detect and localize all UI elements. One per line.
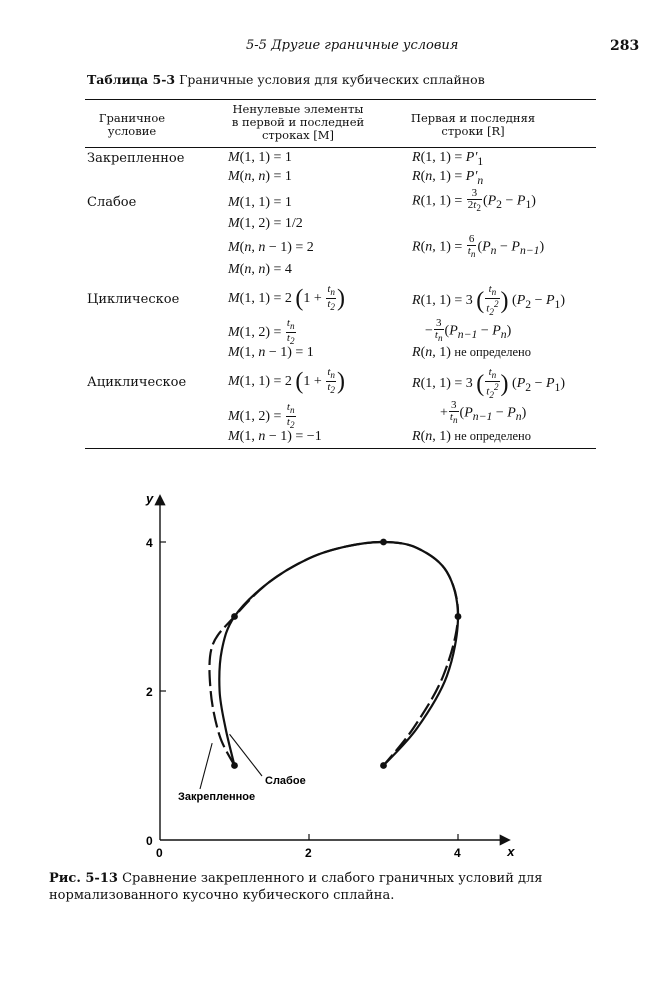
m-anticyclic-3: M(1, n − 1) = −1: [228, 429, 322, 444]
control-point: [231, 762, 238, 769]
r-cyclic-3: R(n, 1) не определено: [412, 345, 531, 360]
page-number: 283: [610, 38, 640, 54]
x-tick-label: 2: [305, 846, 312, 860]
r-clamped-2: R(n, $1) = P'_n$: [412, 169, 484, 187]
y-tick-label: 2: [146, 685, 153, 699]
control-point: [455, 613, 462, 620]
header-line: в первой и последней: [231, 115, 365, 129]
undefined-text: не определено: [454, 429, 531, 443]
table-header-rule: [85, 147, 596, 148]
r-anticyclic-3: R(n, 1) не определено: [412, 429, 531, 444]
section-title: 5-5 Другие граничные условия: [246, 38, 459, 53]
m-relaxed-1: M(1, 1) = 1: [228, 195, 292, 210]
row-label-clamped: Закрепленное: [87, 151, 185, 166]
y-axis-label: y: [146, 490, 154, 506]
header-line: Первая и последняя: [410, 111, 536, 125]
spline-comparison-chart: [0, 490, 666, 870]
row-label-relaxed: Слабое: [87, 195, 137, 210]
table-caption-text: Граничные условия для кубических сплайнов: [179, 72, 485, 87]
figure-caption-text: Сравнение закрепленного и слабого граничных условий для нормализованного кусочно кубического сплайна.: [49, 871, 543, 903]
table-bottom-rule: [85, 448, 596, 449]
x-axis-label: x: [507, 844, 515, 859]
relaxed-curve: [219, 542, 458, 766]
table-caption: [87, 72, 485, 87]
r-relaxed-2: R(n, 1) = $\frac{6}{t_n}$ $(P_n - P_{n-1})$: [412, 233, 545, 260]
chart-labels: [145, 491, 515, 860]
control-point: [380, 762, 387, 769]
m-cyclic-1: M(1, 1) = 2 (1 + $\frac{t_n}{t_2}$ ): [228, 283, 345, 313]
clamped-curve: [209, 542, 458, 766]
header-line: Ненулевые элементы: [232, 102, 364, 116]
column-header-condition: [92, 112, 172, 138]
column-header-r: [398, 112, 548, 138]
header-line: строках [M]: [261, 128, 335, 142]
m-relaxed-2: M(1, 2) = 1/2: [228, 216, 303, 231]
relaxed-annotation: Слабое: [265, 775, 306, 787]
m-relaxed-4: M(n, n) = 4: [228, 262, 292, 277]
header-line: условие: [107, 124, 157, 138]
relaxed-leader-line: [230, 734, 262, 776]
header-line: строки [R]: [441, 124, 505, 138]
y-tick-label: 4: [146, 536, 153, 550]
row-label-anticyclic: Ациклическое: [87, 375, 187, 390]
clamped-leader-line: [200, 743, 212, 789]
m-anticyclic-2: M(1, 2) = $\frac{t_n}{t_2}$: [228, 401, 295, 431]
r-anticyclic-2: + $\frac{3}{t_n}$ $(P_{n-1} - P_n)$: [440, 399, 527, 426]
chart-curves: [209, 542, 458, 766]
chart-marks: [231, 539, 461, 769]
m-anticyclic-1: M(1, 1) = 2 (1 + $\frac{t_n}{t_2}$ ): [228, 366, 345, 396]
x-tick-label: 0: [156, 846, 163, 860]
control-point: [380, 539, 387, 546]
control-point: [231, 613, 238, 620]
y-tick-label: 0: [146, 834, 153, 848]
clamped-annotation: Закрепленное: [178, 791, 256, 803]
undefined-text: не определено: [454, 345, 531, 359]
m-relaxed-3: M(n, n − 1) = 2: [228, 240, 314, 255]
table-caption-label: Таблица 5-3: [87, 72, 176, 87]
m-cyclic-3: M(1, n − 1) = 1: [228, 345, 314, 360]
r-clamped-1: R(1, $1) = P'_1$: [412, 150, 484, 168]
column-header-m: [218, 103, 378, 142]
m-cyclic-2: M(1, 2) = $\frac{t_n}{t_2}$: [228, 317, 295, 347]
header-line: Граничное: [98, 111, 166, 125]
m-clamped-1: M(1, 1) = 1: [228, 150, 292, 165]
r-relaxed-1: R(1, 1) = $\frac{3}{2t_2}$ $(P_2 - P_1)$: [412, 187, 536, 214]
r-cyclic-2: − $\frac{3}{t_n}$ $(P_{n-1} - P_n)$: [425, 317, 512, 344]
r-cyclic-1: R(1, 1) = 3 ( $\frac{t_n}{t_2^2}$ ) $(P_2 - P_1)$: [412, 283, 566, 318]
row-label-cyclic: Циклическое: [87, 292, 180, 307]
m-clamped-2: M(n, n) = 1: [228, 169, 292, 184]
table-top-rule: [85, 99, 596, 100]
figure-caption: [49, 870, 639, 904]
running-header: [0, 38, 666, 58]
r-anticyclic-1: R(1, 1) = 3 ( $\frac{t_n}{t_2^2}$ ) $(P_2 - P_1)$: [412, 366, 566, 401]
x-tick-label: 4: [454, 846, 461, 860]
figure-caption-label: Рис. 5-13: [49, 871, 118, 886]
